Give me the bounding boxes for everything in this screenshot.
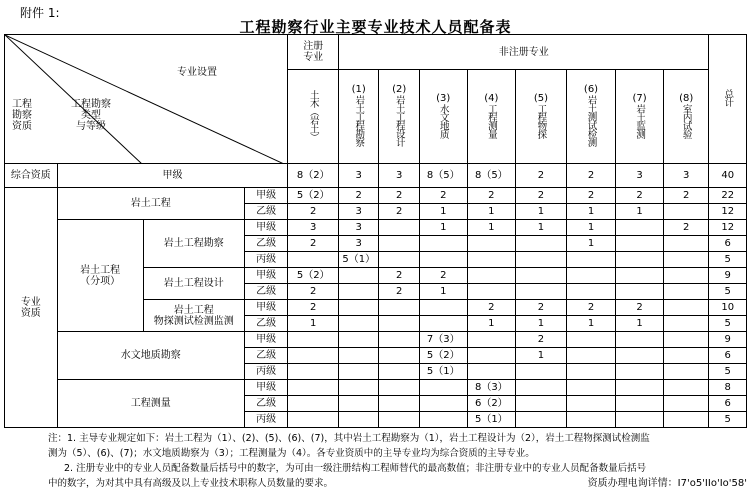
value-cell: 1 xyxy=(616,204,664,220)
value-cell xyxy=(616,364,664,380)
specialty-body xyxy=(5,188,747,428)
value-cell: 9 xyxy=(709,268,747,284)
grade-cell: 乙级 xyxy=(244,396,288,412)
value-cell xyxy=(339,364,379,380)
diag-top-label: 专业设置 xyxy=(177,67,217,78)
value-cell xyxy=(616,236,664,252)
cell: 2 xyxy=(566,164,616,188)
value-cell xyxy=(566,348,616,364)
value-cell xyxy=(663,348,709,364)
diagonal-lines xyxy=(5,35,284,164)
header-row-1 xyxy=(5,35,747,70)
value-cell xyxy=(467,268,516,284)
value-cell xyxy=(339,300,379,316)
total-header: 总计 xyxy=(709,35,747,164)
value-cell: 1 xyxy=(419,220,467,236)
table-row xyxy=(5,188,747,204)
value-cell: 2 xyxy=(516,188,567,204)
diag-mid-label: 工程勘察 类型 与等级 xyxy=(71,99,111,132)
value-cell xyxy=(419,412,467,428)
value-cell: 2 xyxy=(419,188,467,204)
grade-cell: 甲级 xyxy=(244,268,288,284)
value-cell xyxy=(663,204,709,220)
geo-label: 岩土工程 xyxy=(57,188,244,220)
value-cell: 2 xyxy=(516,332,567,348)
value-cell: 5（1） xyxy=(419,364,467,380)
value-cell xyxy=(566,412,616,428)
value-cell: 1 xyxy=(516,348,567,364)
value-cell: 8 xyxy=(709,380,747,396)
value-cell xyxy=(379,364,419,380)
value-cell: 3 xyxy=(288,220,339,236)
attachment-label: 附件 1: xyxy=(20,6,60,20)
note-line: 测为（5）、(6)、(7)；水文地质勘察为（3）；工程测量为（4）。各专业资质中的主导专业均为综合资质的主导专业。 xyxy=(48,448,535,459)
value-cell xyxy=(516,412,567,428)
value-cell xyxy=(616,220,664,236)
value-cell: 5 xyxy=(709,364,747,380)
value-cell xyxy=(379,396,419,412)
value-cell xyxy=(339,316,379,332)
staffing-table xyxy=(4,34,747,428)
value-cell: 1 xyxy=(566,316,616,332)
value-cell: 1 xyxy=(566,204,616,220)
value-cell xyxy=(467,236,516,252)
col-6: (6) 岩土测试检测 xyxy=(566,70,616,164)
value-cell xyxy=(419,316,467,332)
value-cell xyxy=(663,396,709,412)
value-cell xyxy=(467,284,516,300)
value-cell xyxy=(379,236,419,252)
value-cell xyxy=(419,380,467,396)
value-cell xyxy=(288,380,339,396)
registered-header: 注册 专业 xyxy=(288,35,339,70)
subitem-label: 岩土工程 （分项） xyxy=(57,220,143,332)
value-cell: 1 xyxy=(467,316,516,332)
value-cell xyxy=(339,284,379,300)
value-cell: 1 xyxy=(566,236,616,252)
value-cell: 2 xyxy=(419,268,467,284)
value-cell xyxy=(419,396,467,412)
cell: 8（5） xyxy=(467,164,516,188)
value-cell xyxy=(516,284,567,300)
value-cell xyxy=(379,412,419,428)
value-cell: 2 xyxy=(516,300,567,316)
value-cell xyxy=(379,220,419,236)
value-cell xyxy=(663,236,709,252)
value-cell xyxy=(379,300,419,316)
value-cell xyxy=(516,380,567,396)
value-cell xyxy=(566,380,616,396)
value-cell: 2 xyxy=(288,300,339,316)
value-cell: 1 xyxy=(516,220,567,236)
value-cell xyxy=(339,396,379,412)
grade-cell: 甲级 xyxy=(244,300,288,316)
value-cell xyxy=(379,380,419,396)
design-label: 岩土工程设计 xyxy=(143,268,244,300)
value-cell: 2 xyxy=(663,220,709,236)
table-row xyxy=(5,220,747,236)
value-cell: 2 xyxy=(566,188,616,204)
value-cell xyxy=(663,268,709,284)
value-cell xyxy=(379,332,419,348)
value-cell: 5 xyxy=(709,316,747,332)
value-cell: 5 xyxy=(709,284,747,300)
table-row xyxy=(5,332,747,348)
value-cell xyxy=(516,236,567,252)
col-civil: 土木（岩土） xyxy=(288,70,339,164)
cell: 3 xyxy=(616,164,664,188)
value-cell xyxy=(339,268,379,284)
value-cell xyxy=(663,316,709,332)
value-cell: 2 xyxy=(339,188,379,204)
value-cell: 2 xyxy=(379,188,419,204)
value-cell: 5（1） xyxy=(467,412,516,428)
value-cell: 2 xyxy=(379,204,419,220)
value-cell xyxy=(467,332,516,348)
comprehensive-label: 综合资质 xyxy=(5,164,58,188)
value-cell: 2 xyxy=(616,188,664,204)
col-1: (1) 岩土工程勘察 xyxy=(339,70,379,164)
value-cell xyxy=(566,268,616,284)
value-cell xyxy=(566,332,616,348)
value-cell xyxy=(288,412,339,428)
value-cell xyxy=(288,396,339,412)
value-cell: 6 xyxy=(709,236,747,252)
grade-cell: 丙级 xyxy=(244,252,288,268)
note-line: 中的数字，为对其中具有高级及以上专业技术职称人员数量的要求。 xyxy=(48,478,334,489)
value-cell: 2 xyxy=(288,204,339,220)
survey-label: 岩土工程勘察 xyxy=(143,220,244,268)
value-cell xyxy=(419,236,467,252)
value-cell: 1 xyxy=(516,316,567,332)
value-cell: 5（2） xyxy=(288,188,339,204)
value-cell: 7（3） xyxy=(419,332,467,348)
value-cell: 5 xyxy=(709,412,747,428)
col-2: (2) 岩土工程设计 xyxy=(379,70,419,164)
cell: 3 xyxy=(379,164,419,188)
value-cell xyxy=(663,364,709,380)
value-cell: 12 xyxy=(709,220,747,236)
value-cell: 9 xyxy=(709,332,747,348)
comprehensive-grade: 甲级 xyxy=(57,164,288,188)
value-cell xyxy=(663,332,709,348)
value-cell: 6（2） xyxy=(467,396,516,412)
value-cell xyxy=(516,396,567,412)
col-7: (7) 岩土监测 xyxy=(616,70,664,164)
value-cell xyxy=(467,252,516,268)
value-cell xyxy=(288,332,339,348)
value-cell: 6 xyxy=(709,348,747,364)
value-cell xyxy=(616,252,664,268)
value-cell xyxy=(616,348,664,364)
value-cell xyxy=(663,412,709,428)
grade-cell: 乙级 xyxy=(244,348,288,364)
grade-cell: 乙级 xyxy=(244,204,288,220)
value-cell xyxy=(339,380,379,396)
cell: 3 xyxy=(663,164,709,188)
cell: 40 xyxy=(709,164,747,188)
value-cell: 1 xyxy=(616,316,664,332)
value-cell: 10 xyxy=(709,300,747,316)
value-cell xyxy=(467,364,516,380)
table-row xyxy=(5,380,747,396)
grade-cell: 乙级 xyxy=(244,236,288,252)
value-cell xyxy=(516,268,567,284)
value-cell: 2 xyxy=(467,300,516,316)
value-cell xyxy=(419,252,467,268)
nonregistered-header: 非注册专业 xyxy=(339,35,709,70)
value-cell: 8（3） xyxy=(467,380,516,396)
grade-cell: 甲级 xyxy=(244,220,288,236)
col-3: (3) 水文地质 xyxy=(419,70,467,164)
table-title: 工程勘察行业主要专业技术人员配备表 xyxy=(239,18,512,36)
value-cell: 2 xyxy=(288,236,339,252)
value-cell xyxy=(339,412,379,428)
col-5: (5) 工程物探 xyxy=(516,70,567,164)
col-4: (4) 工程测量 xyxy=(467,70,516,164)
contact-tag: 资质办理电询详情：I7'o5'IIo'Io'58' xyxy=(586,474,747,489)
diag-left-label: 工程 勘察 资质 xyxy=(12,99,32,132)
value-cell xyxy=(339,332,379,348)
measure-label: 工程测量 xyxy=(57,380,244,428)
cell: 8（2） xyxy=(288,164,339,188)
value-cell xyxy=(379,348,419,364)
value-cell: 1 xyxy=(516,204,567,220)
value-cell: 2 xyxy=(566,300,616,316)
value-cell: 6 xyxy=(709,396,747,412)
value-cell xyxy=(467,348,516,364)
grade-cell: 乙级 xyxy=(244,316,288,332)
grade-cell: 甲级 xyxy=(244,332,288,348)
note-line: 2. 注册专业中的专业人员配备数量后括号中的数字，为可由一级注册结构工程师替代的最高数值；非注册专业中的专业人员配备数量后括号 xyxy=(64,463,647,474)
value-cell xyxy=(379,252,419,268)
value-cell xyxy=(663,284,709,300)
value-cell: 1 xyxy=(419,204,467,220)
hydro-label: 水文地质勘察 xyxy=(57,332,244,380)
value-cell: 1 xyxy=(467,220,516,236)
diagonal-header xyxy=(5,35,288,164)
value-cell xyxy=(288,364,339,380)
value-cell: 1 xyxy=(419,284,467,300)
grade-cell: 甲级 xyxy=(244,380,288,396)
value-cell xyxy=(419,300,467,316)
monitor-label: 岩土工程 物探测试检测监测 xyxy=(143,300,244,332)
value-cell xyxy=(663,252,709,268)
value-cell: 5（2） xyxy=(419,348,467,364)
value-cell: 12 xyxy=(709,204,747,220)
value-cell: 1 xyxy=(288,316,339,332)
value-cell: 1 xyxy=(566,220,616,236)
value-cell: 3 xyxy=(339,204,379,220)
value-cell: 2 xyxy=(663,188,709,204)
value-cell: 2 xyxy=(467,188,516,204)
value-cell xyxy=(288,348,339,364)
grade-cell: 乙级 xyxy=(244,284,288,300)
note-line: 注：1. 主导专业规定如下：岩土工程为（1）、(2)、(5)、(6)、(7)，其中岩土工程勘察为（1），岩土工程设计为（2），岩土工程物探测试检测监 xyxy=(48,433,650,444)
col-8: (8) 室内试验 xyxy=(663,70,709,164)
grade-cell: 甲级 xyxy=(244,188,288,204)
comprehensive-row xyxy=(5,164,747,188)
value-cell xyxy=(663,300,709,316)
value-cell xyxy=(616,268,664,284)
value-cell xyxy=(379,316,419,332)
specialty-label: 专业 资质 xyxy=(5,188,58,428)
value-cell xyxy=(288,252,339,268)
grade-cell: 丙级 xyxy=(244,364,288,380)
value-cell: 22 xyxy=(709,188,747,204)
value-cell xyxy=(516,364,567,380)
value-cell: 1 xyxy=(467,204,516,220)
grade-cell: 丙级 xyxy=(244,412,288,428)
value-cell: 3 xyxy=(339,236,379,252)
value-cell: 2 xyxy=(616,300,664,316)
value-cell: 5 xyxy=(709,252,747,268)
value-cell: 5（1） xyxy=(339,252,379,268)
cell: 8（5） xyxy=(419,164,467,188)
value-cell xyxy=(616,412,664,428)
value-cell xyxy=(516,252,567,268)
value-cell xyxy=(566,284,616,300)
value-cell xyxy=(616,380,664,396)
value-cell xyxy=(616,332,664,348)
value-cell xyxy=(616,396,664,412)
value-cell: 3 xyxy=(339,220,379,236)
value-cell xyxy=(663,380,709,396)
value-cell xyxy=(339,348,379,364)
cell: 2 xyxy=(516,164,567,188)
value-cell xyxy=(616,284,664,300)
value-cell: 5（2） xyxy=(288,268,339,284)
value-cell xyxy=(566,396,616,412)
cell: 3 xyxy=(339,164,379,188)
value-cell xyxy=(566,364,616,380)
value-cell: 2 xyxy=(379,268,419,284)
value-cell: 2 xyxy=(288,284,339,300)
value-cell: 2 xyxy=(379,284,419,300)
value-cell xyxy=(566,252,616,268)
